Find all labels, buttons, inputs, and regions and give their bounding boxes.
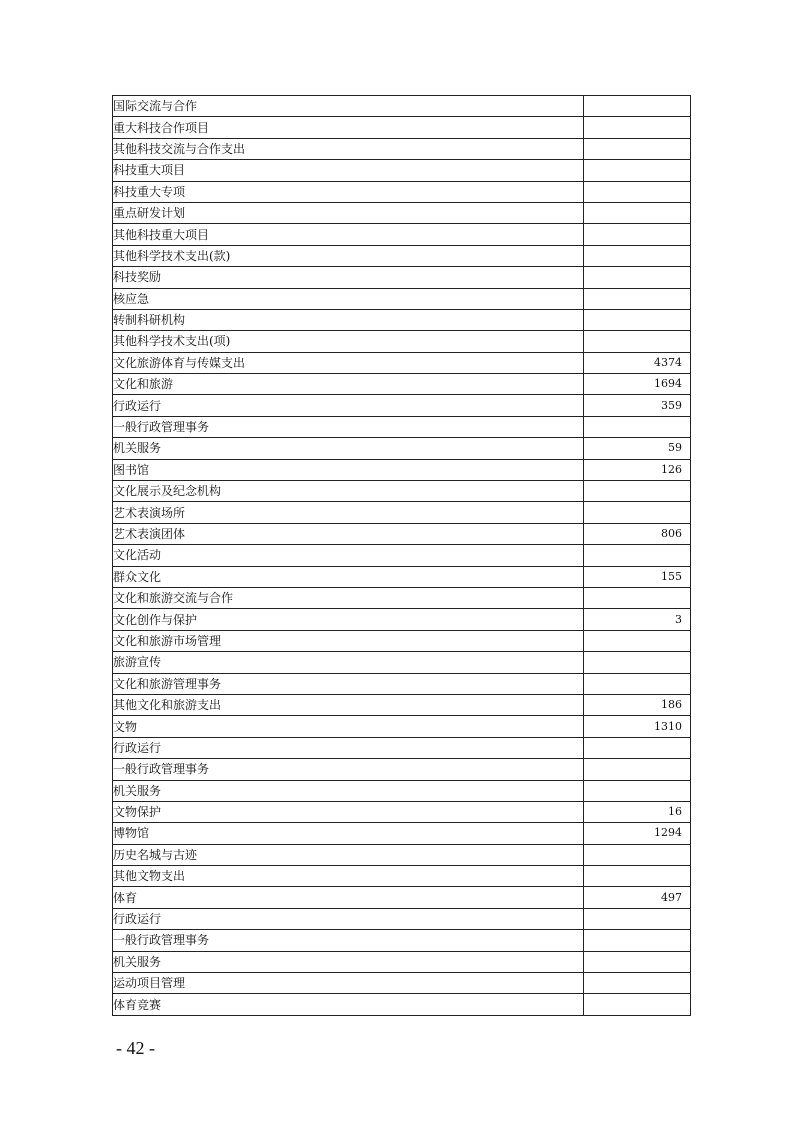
table-row xyxy=(113,160,691,181)
table-row xyxy=(113,844,691,865)
row-item-name: 一般行政管理事务 xyxy=(113,416,584,437)
row-item-name: 艺术表演团体 xyxy=(113,523,584,544)
row-item-name: 行政运行 xyxy=(113,395,584,416)
row-item-amount xyxy=(584,994,691,1015)
table-row xyxy=(113,566,691,587)
row-item-name: 文物 xyxy=(113,716,584,737)
table-row xyxy=(113,523,691,544)
row-item-amount: 806 xyxy=(584,523,691,544)
row-item-name: 其他科学技术支出(项) xyxy=(113,331,584,352)
row-item-name: 机关服务 xyxy=(113,438,584,459)
row-item-name: 旅游宣传 xyxy=(113,652,584,673)
table-row xyxy=(113,823,691,844)
row-item-name: 文化和旅游 xyxy=(113,374,584,395)
table-row xyxy=(113,930,691,951)
row-item-name: 图书馆 xyxy=(113,459,584,480)
row-item-amount xyxy=(584,224,691,245)
row-item-name: 科技重大专项 xyxy=(113,181,584,202)
table-row xyxy=(113,545,691,566)
table-row xyxy=(113,459,691,480)
table-row xyxy=(113,737,691,758)
table-row xyxy=(113,609,691,630)
table-row xyxy=(113,245,691,266)
table-row xyxy=(113,181,691,202)
row-item-amount: 1694 xyxy=(584,374,691,395)
table-row xyxy=(113,352,691,373)
table-row xyxy=(113,780,691,801)
row-item-amount xyxy=(584,930,691,951)
row-item-amount: 155 xyxy=(584,566,691,587)
row-item-name: 机关服务 xyxy=(113,951,584,972)
row-item-name: 历史名城与古迹 xyxy=(113,844,584,865)
row-item-name: 文化展示及纪念机构 xyxy=(113,481,584,502)
table-row xyxy=(113,694,691,715)
row-item-name: 艺术表演场所 xyxy=(113,502,584,523)
row-item-name: 一般行政管理事务 xyxy=(113,759,584,780)
table-row xyxy=(113,138,691,159)
row-item-name: 文化和旅游管理事务 xyxy=(113,673,584,694)
row-item-name: 科技重大项目 xyxy=(113,160,584,181)
row-item-amount: 126 xyxy=(584,459,691,480)
row-item-amount xyxy=(584,202,691,223)
table-row xyxy=(113,117,691,138)
row-item-name: 行政运行 xyxy=(113,737,584,758)
table-row xyxy=(113,224,691,245)
table-row xyxy=(113,331,691,352)
row-item-name: 重大科技合作项目 xyxy=(113,117,584,138)
row-item-amount xyxy=(584,630,691,651)
row-item-name: 转制科研机构 xyxy=(113,309,584,330)
row-item-name: 其他科技重大项目 xyxy=(113,224,584,245)
row-item-name: 其他文化和旅游支出 xyxy=(113,694,584,715)
table-row xyxy=(113,951,691,972)
row-item-name: 群众文化 xyxy=(113,566,584,587)
row-item-name: 机关服务 xyxy=(113,780,584,801)
row-item-name: 博物馆 xyxy=(113,823,584,844)
table-row xyxy=(113,908,691,929)
row-item-amount: 59 xyxy=(584,438,691,459)
table-row xyxy=(113,652,691,673)
row-item-amount xyxy=(584,96,691,117)
row-item-name: 其他文物支出 xyxy=(113,866,584,887)
table-row xyxy=(113,502,691,523)
row-item-amount xyxy=(584,908,691,929)
row-item-amount xyxy=(584,737,691,758)
row-item-amount xyxy=(584,288,691,309)
row-item-name: 文化创作与保护 xyxy=(113,609,584,630)
row-item-amount xyxy=(584,951,691,972)
row-item-amount: 359 xyxy=(584,395,691,416)
row-item-name: 文物保护 xyxy=(113,801,584,822)
row-item-amount xyxy=(584,309,691,330)
row-item-amount xyxy=(584,866,691,887)
row-item-name: 文化和旅游市场管理 xyxy=(113,630,584,651)
table-body xyxy=(113,96,691,1016)
row-item-name: 文化旅游体育与传媒支出 xyxy=(113,352,584,373)
table-row xyxy=(113,438,691,459)
row-item-amount xyxy=(584,181,691,202)
table-row xyxy=(113,202,691,223)
table-row xyxy=(113,673,691,694)
row-item-name: 行政运行 xyxy=(113,908,584,929)
row-item-amount xyxy=(584,844,691,865)
table-row xyxy=(113,716,691,737)
row-item-name: 科技奖励 xyxy=(113,267,584,288)
row-item-name: 国际交流与合作 xyxy=(113,96,584,117)
row-item-name: 重点研发计划 xyxy=(113,202,584,223)
table-row xyxy=(113,309,691,330)
table-row xyxy=(113,866,691,887)
row-item-amount xyxy=(584,267,691,288)
row-item-amount xyxy=(584,160,691,181)
row-item-name: 其他科技交流与合作支出 xyxy=(113,138,584,159)
row-item-amount: 1310 xyxy=(584,716,691,737)
row-item-name: 运动项目管理 xyxy=(113,973,584,994)
table-row xyxy=(113,267,691,288)
table-row xyxy=(113,973,691,994)
row-item-amount xyxy=(584,673,691,694)
row-item-amount: 1294 xyxy=(584,823,691,844)
table-row xyxy=(113,587,691,608)
row-item-name: 文化活动 xyxy=(113,545,584,566)
budget-table xyxy=(112,95,691,1016)
row-item-amount xyxy=(584,502,691,523)
row-item-name: 体育竞赛 xyxy=(113,994,584,1015)
row-item-name: 核应急 xyxy=(113,288,584,309)
row-item-amount xyxy=(584,245,691,266)
page-number: - 42 - xyxy=(116,1038,155,1058)
row-item-name: 文化和旅游交流与合作 xyxy=(113,587,584,608)
row-item-amount xyxy=(584,117,691,138)
row-item-amount xyxy=(584,973,691,994)
row-item-amount: 4374 xyxy=(584,352,691,373)
row-item-name: 其他科学技术支出(款) xyxy=(113,245,584,266)
row-item-amount xyxy=(584,416,691,437)
table-row xyxy=(113,416,691,437)
row-item-name: 一般行政管理事务 xyxy=(113,930,584,951)
row-item-amount: 16 xyxy=(584,801,691,822)
table-row xyxy=(113,994,691,1015)
row-item-amount xyxy=(584,331,691,352)
row-item-amount: 3 xyxy=(584,609,691,630)
table-row xyxy=(113,630,691,651)
row-item-amount: 497 xyxy=(584,887,691,908)
table-row xyxy=(113,96,691,117)
table-row xyxy=(113,288,691,309)
table-row xyxy=(113,887,691,908)
row-item-name: 体育 xyxy=(113,887,584,908)
table-row xyxy=(113,395,691,416)
row-item-amount xyxy=(584,652,691,673)
row-item-amount: 186 xyxy=(584,694,691,715)
row-item-amount xyxy=(584,545,691,566)
table-row xyxy=(113,481,691,502)
row-item-amount xyxy=(584,587,691,608)
row-item-amount xyxy=(584,780,691,801)
table-row xyxy=(113,759,691,780)
row-item-amount xyxy=(584,759,691,780)
table-row xyxy=(113,801,691,822)
row-item-amount xyxy=(584,481,691,502)
row-item-amount xyxy=(584,138,691,159)
table-row xyxy=(113,374,691,395)
